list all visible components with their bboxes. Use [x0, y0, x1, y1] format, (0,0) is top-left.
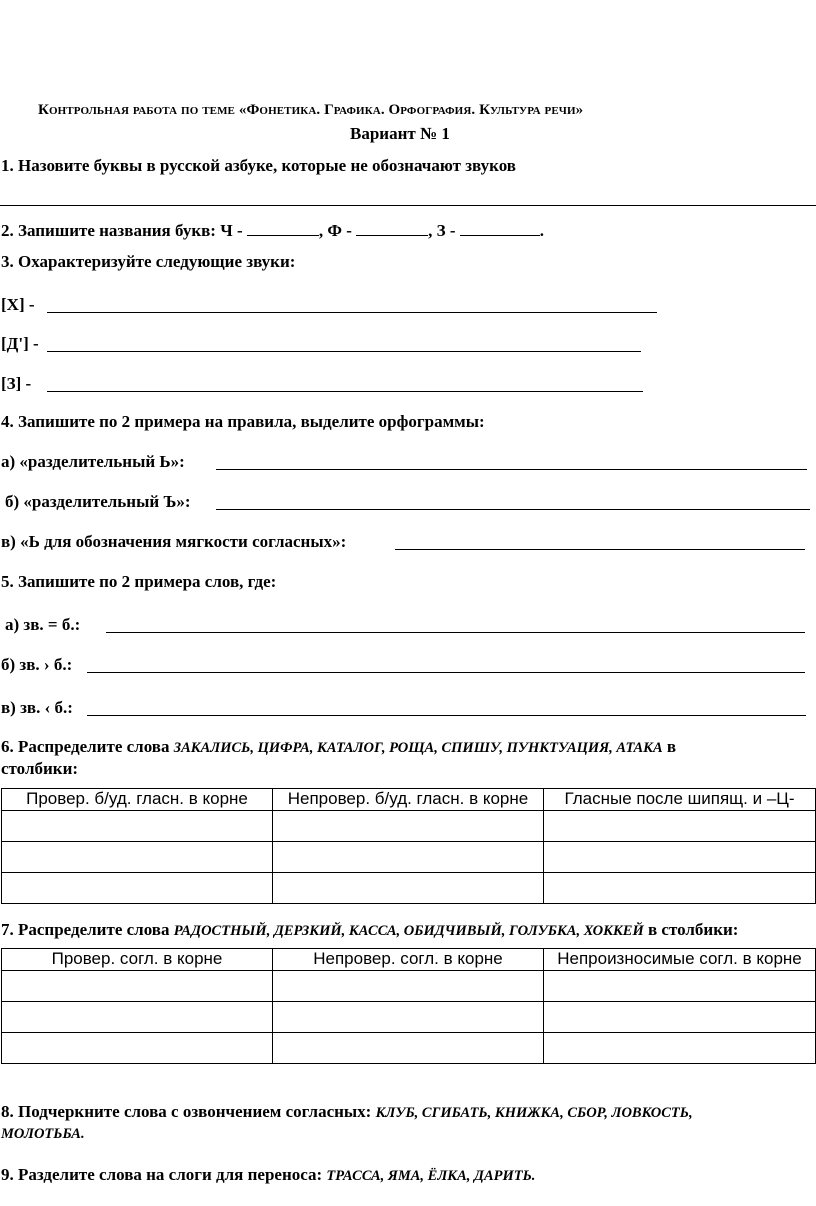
- question-8-line2: МОЛОТЬБА.: [1, 1126, 85, 1142]
- question-5: 5. Запишите по 2 примера слов, где:: [1, 572, 277, 591]
- question-8-prefix: 8. Подчеркните слова с озвончением согласных:: [1, 1102, 376, 1121]
- sound-letter-label-b: б) зв. › б.:: [1, 655, 73, 674]
- rule-label-c: в) «Ь для обозначения мягкости согласных»:: [1, 532, 347, 551]
- table-cell[interactable]: [2, 873, 273, 904]
- table-cell[interactable]: [544, 971, 816, 1002]
- table-cell[interactable]: [273, 873, 544, 904]
- table-header-cell: Непровер. согл. в корне: [273, 949, 544, 971]
- sound-letter-label-c: в) зв. ‹ б.:: [1, 698, 73, 717]
- answer-line-1[interactable]: [0, 205, 816, 206]
- table-cell[interactable]: [544, 811, 816, 842]
- question-7-words: РАДОСТНЫЙ, ДЕРЗКИЙ, КАССА, ОБИДЧИВЫЙ, ГОЛУБКА, ХОККЕЙ: [173, 923, 644, 939]
- answer-line-rule-a[interactable]: [216, 469, 807, 470]
- question-1: 1. Назовите буквы в русской азбуке, которые не обозначают звуков: [1, 156, 516, 175]
- question-2-end: .: [539, 221, 545, 240]
- table-row: [2, 971, 816, 1002]
- table-cell[interactable]: [273, 1002, 544, 1033]
- table-row: [2, 1033, 816, 1064]
- answer-line-sound-2[interactable]: [47, 351, 641, 352]
- table-row: [2, 811, 816, 842]
- answer-line-rule-c[interactable]: [395, 549, 805, 550]
- sound-letter-label-a: а) зв. = б.:: [5, 615, 81, 634]
- question-6-line2: столбики:: [1, 759, 79, 778]
- answer-line-5a[interactable]: [106, 632, 805, 633]
- table-cell[interactable]: [544, 873, 816, 904]
- table-cell[interactable]: [2, 811, 273, 842]
- table-cell[interactable]: [2, 1033, 273, 1064]
- question-9: [1, 1165, 535, 1185]
- table-header-cell: Провер. б/уд. гласн. в корне: [2, 789, 273, 811]
- sound-label-3: [З] -: [1, 374, 32, 393]
- table-cell[interactable]: [544, 1002, 816, 1033]
- table-vowels: [1, 788, 816, 904]
- blank-ch[interactable]: [247, 220, 319, 236]
- question-8: [1, 1102, 693, 1122]
- table-cell[interactable]: [544, 1033, 816, 1064]
- question-9-words: ТРАССА, ЯМА, ЁЛКА, ДАРИТЬ.: [326, 1168, 536, 1184]
- page-title: Контрольная работа по теме «Фонетика. Графика. Орфография. Культура речи»: [38, 102, 584, 118]
- table-header-cell: Провер. согл. в корне: [2, 949, 273, 971]
- table-header-cell: Непровер. б/уд. гласн. в корне: [273, 789, 544, 811]
- table-row: [2, 949, 816, 971]
- question-2: [1, 220, 544, 241]
- question-2-sep1: , Ф -: [318, 221, 357, 240]
- question-2-sep2: , З -: [428, 221, 460, 240]
- blank-f[interactable]: [356, 220, 428, 236]
- variant-label: Вариант № 1: [350, 124, 450, 143]
- table-cell[interactable]: [273, 842, 544, 873]
- question-6: [1, 737, 676, 757]
- question-2-prefix: 2. Запишите названия букв: Ч -: [1, 221, 247, 240]
- answer-line-5c[interactable]: [87, 715, 806, 716]
- table-cell[interactable]: [2, 1002, 273, 1033]
- table-header-cell: Непроизносимые согл. в корне: [544, 949, 816, 971]
- table-cell[interactable]: [273, 971, 544, 1002]
- table-consonants: [1, 948, 816, 1064]
- table-row: [2, 873, 816, 904]
- table-cell[interactable]: [273, 811, 544, 842]
- blank-z[interactable]: [460, 220, 540, 236]
- question-3: 3. Охарактеризуйте следующие звуки:: [1, 252, 296, 271]
- table-row: [2, 842, 816, 873]
- question-7-suffix: в столбики:: [643, 920, 739, 939]
- question-6-words: ЗАКАЛИСЬ, ЦИФРА, КАТАЛОГ, РОЩА, СПИШУ, ПУНКТУАЦИЯ, АТАКА: [173, 740, 663, 756]
- answer-line-sound-3[interactable]: [47, 391, 643, 392]
- question-7-prefix: 7. Распределите слова: [1, 920, 174, 939]
- table-header-cell: Гласные после шипящ. и –Ц-: [544, 789, 816, 811]
- sound-label-1: [Х] -: [1, 295, 35, 314]
- table-cell[interactable]: [544, 842, 816, 873]
- answer-line-rule-b[interactable]: [216, 509, 810, 510]
- question-9-prefix: 9. Разделите слова на слоги для переноса:: [1, 1165, 327, 1184]
- sound-label-2: [Д'] -: [1, 334, 39, 353]
- question-6-suffix: в: [662, 737, 677, 756]
- question-7: [1, 920, 738, 940]
- rule-label-b: б) «разделительный Ъ»:: [5, 492, 191, 511]
- answer-line-5b[interactable]: [87, 672, 805, 673]
- table-cell[interactable]: [2, 971, 273, 1002]
- table-cell[interactable]: [273, 1033, 544, 1064]
- question-6-prefix: 6. Распределите слова: [1, 737, 174, 756]
- table-cell[interactable]: [2, 842, 273, 873]
- rule-label-a: а) «разделительный Ь»:: [1, 452, 185, 471]
- table-row: [2, 1002, 816, 1033]
- answer-line-sound-1[interactable]: [47, 312, 657, 313]
- question-4: 4. Запишите по 2 примера на правила, выделите орфограммы:: [1, 412, 485, 431]
- table-row: [2, 789, 816, 811]
- question-8-words: КЛУБ, СГИБАТЬ, КНИЖКА, СБОР, ЛОВКОСТЬ,: [375, 1105, 693, 1121]
